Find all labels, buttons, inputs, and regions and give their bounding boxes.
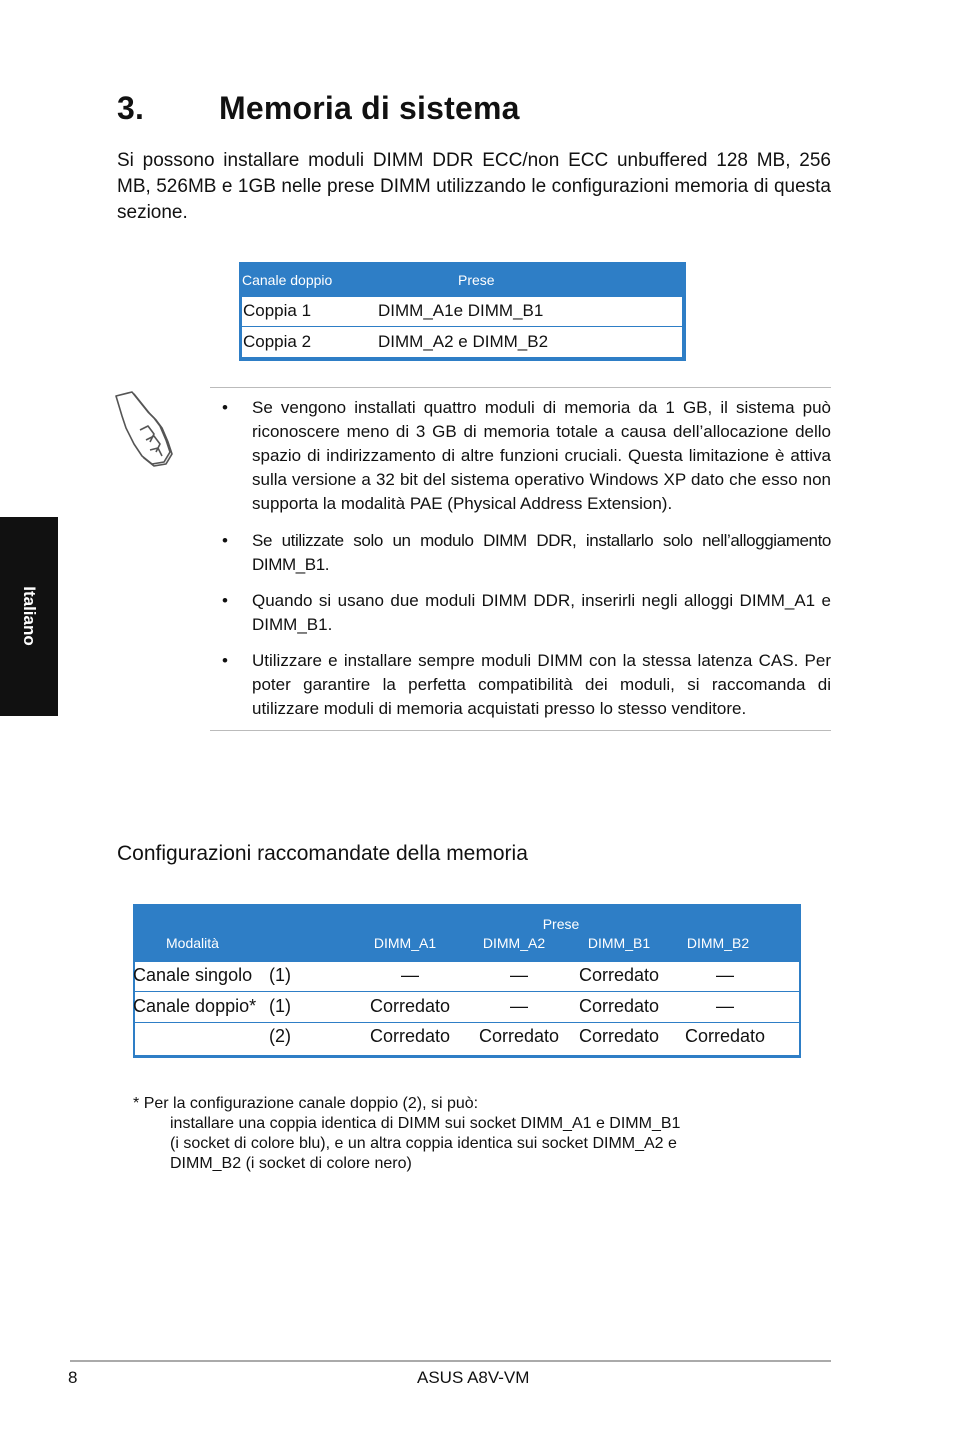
footnote [133,1094,680,1174]
footnote-star: * [133,1095,140,1112]
list-item [218,649,831,721]
column-header-dimm-b2: DIMM_B2 [686,935,750,951]
cell: Corredato [578,1026,660,1046]
footer-rule [70,1360,831,1362]
list-item [218,529,831,577]
list-item [218,396,831,516]
product-name: ASUS A8V-VM [417,1368,530,1387]
cell: Corredato [369,996,451,1016]
pair-cell: Coppia 2 [243,332,312,351]
cell: Corredato [478,1026,560,1046]
note-text: Utilizzare e installare sempre moduli DIMM con la stessa latenza CAS. Per poter garantire la perfetta compatibilità dei moduli, si raccomanda di utilizzare moduli di memoria acquistati presso lo stesso venditore. [252,651,831,718]
mode-cell: Canale singolo [133,965,253,985]
table-row [242,328,682,357]
section-subheading: Configurazioni raccomandate della memoria [117,842,528,865]
cell: Corredato [578,996,660,1016]
num-cell: (1) [269,996,291,1016]
page-number: 8 [68,1368,78,1387]
language-side-tab [0,517,58,716]
cell: — [716,996,734,1016]
pair-table [239,262,686,361]
bullet: • [222,591,228,610]
cell: — [510,996,528,1016]
memory-config-table [133,904,801,1058]
cell: — [510,965,528,985]
sockets-cell: DIMM_A2 e DIMM_B2 [378,332,549,351]
pair-cell: Coppia 1 [243,301,312,320]
note-bottom-rule [210,730,831,731]
bullet: • [222,531,228,550]
mode-cell: Canale doppio* [133,996,257,1016]
cell: Corredato [369,1026,451,1046]
table-row [242,297,682,327]
language-label: Italiano [20,586,39,646]
cell: Corredato [578,965,660,985]
table-row [135,962,799,992]
pair-table-header-channel: Canale doppio [242,272,333,288]
num-cell: (2) [269,1026,291,1046]
note-top-rule [210,387,831,388]
intro-paragraph: Si possono installare moduli DIMM DDR ECC/non ECC unbuffered 128 MB, 256 MB, 526MB e 1GB nelle prese DIMM utilizzando le configurazioni memoria di questa sezione. [117,150,831,223]
table-row [135,993,799,1023]
footnote-line: installare una coppia identica di DIMM sui socket DIMM_A1 e DIMM_B1 [170,1115,681,1132]
pair-table-body [242,297,682,357]
page-title [117,90,520,127]
bullet: • [222,651,228,670]
notes-list [218,396,831,721]
hand-note-icon [110,390,180,475]
note-text: Se utilizzate solo un modulo DIMM DDR, installarlo solo nell’alloggiamento DIMM_B1. [252,531,831,574]
bullet: • [222,398,228,417]
num-cell: (1) [269,965,291,985]
sockets-header: Prese [542,916,580,932]
mode-header: Modalità [166,935,219,951]
pair-table-header-sockets: Prese [458,272,495,288]
column-header-dimm-a2: DIMM_A2 [482,935,546,951]
section-number: 3. [117,90,145,126]
footnote-lead-line [133,1094,680,1114]
cell: — [401,965,419,985]
note-text: Se vengono installati quattro moduli di memoria da 1 GB, il sistema può riconoscere meno di 3 GB di memoria totale a causa dell’allocazione dello spazio di indirizzamento di altre funzioni cruciali. Questa limitazione è attiva sulla versione a 32 bit del sistema operativo Windows XP dato che esso non supporta la modalità PAE (Physical Address Extension). [252,398,831,513]
footnote-lead: Per la configurazione canale doppio (2), si può: [143,1095,479,1112]
footnote-line: (i socket di colore blu), e un altra coppia identica sui socket DIMM_A2 e [170,1135,677,1152]
table-row [135,1023,799,1052]
cell: — [716,965,734,985]
footnote-line: DIMM_B2 (i socket di colore nero) [170,1155,412,1172]
sockets-cell: DIMM_A1e DIMM_B1 [378,301,544,320]
column-header-dimm-a1: DIMM_A1 [373,935,437,951]
list-item [218,589,831,637]
note-text: Quando si usano due moduli DIMM DDR, inserirli negli alloggi DIMM_A1 e DIMM_B1. [252,591,831,634]
section-title: Memoria di sistema [219,90,520,126]
cell: Corredato [684,1026,766,1046]
memory-config-table-body [135,962,799,1055]
column-header-dimm-b1: DIMM_B1 [587,935,651,951]
